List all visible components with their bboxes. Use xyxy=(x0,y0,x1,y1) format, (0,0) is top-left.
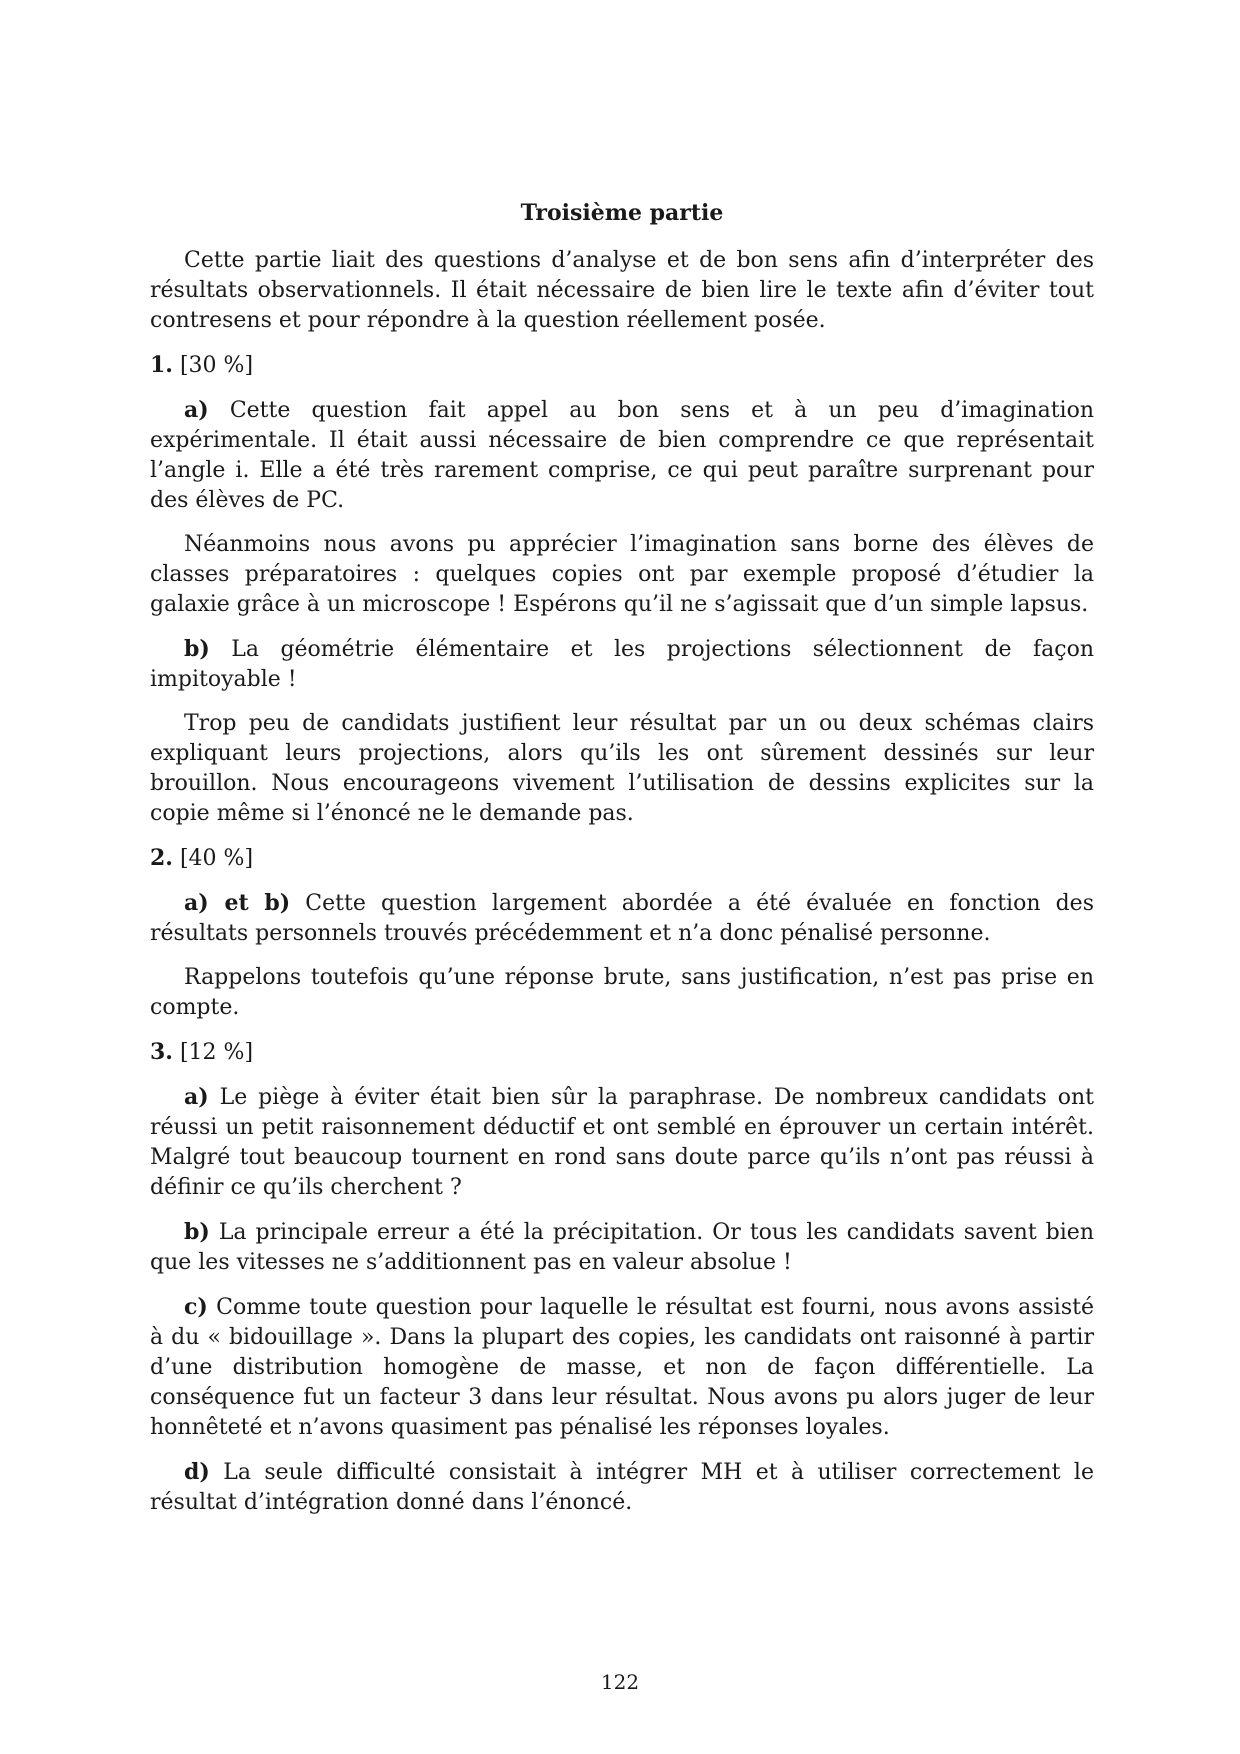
question-1a-text: Cette question fait appel au bon sens et à un peu d’imagination expérimentale. Il était aussi nécessaire de bien comprendre ce que représentait l’angle i. Elle a été très rarement comprise, ce qui peut paraître surprenant pour des élèves de PC. xyxy=(150,398,1094,513)
intro-paragraph: Cette partie liait des questions d’analyse et de bon sens afin d’interpréter des résultats observationnels. Il était nécessaire de bien lire le texte afin d’éviter tout contresens et pour répondre à la question réellement posée. xyxy=(150,248,1094,333)
question-2-number: 2. xyxy=(150,845,173,871)
question-1-number: 1. xyxy=(150,352,173,378)
question-1a-paragraph-2: Néanmoins nous avons pu apprécier l’imagination sans borne des élèves de classes préparatoires : quelques copies ont par exemple proposé d’étudier la galaxie grâce à un microscope ! Espérons qu’il ne s’agissait que d’un simple lapsus. xyxy=(150,532,1094,617)
question-3a-paragraph xyxy=(150,1082,1094,1203)
question-3d-text: La seule difficulté consistait à intégrer MH et à utiliser correctement le résultat d’intégration donné dans l’énoncé. xyxy=(150,1460,1094,1515)
question-3a-label: a) xyxy=(184,1084,209,1110)
question-3c-label: c) xyxy=(184,1294,208,1320)
question-1-weight: [30 %] xyxy=(179,353,254,378)
question-3b-label: b) xyxy=(184,1219,210,1245)
page-number: 122 xyxy=(600,1670,640,1694)
question-3-weight: [12 %] xyxy=(179,1040,254,1065)
question-3-heading xyxy=(150,1037,1094,1068)
question-2ab-label: a) et b) xyxy=(184,890,291,916)
question-1b-paragraph xyxy=(150,634,1094,695)
question-1-heading xyxy=(150,350,1094,381)
question-3d-label: d) xyxy=(184,1459,210,1485)
question-1b-label: b) xyxy=(184,636,210,662)
question-1a-paragraph xyxy=(150,395,1094,516)
question-2-heading xyxy=(150,843,1094,874)
section-title: Troisième partie xyxy=(520,200,724,226)
question-3b-paragraph xyxy=(150,1217,1094,1278)
question-3a-text: Le piège à éviter était bien sûr la paraphrase. De nombreux candidats ont réussi un petit raisonnement déductif et ont semblé en éprouver un certain intérêt. Malgré tout beaucoup tournent en rond sans doute parce qu’ils n’ont pas réussi à définir ce qu’ils cherchent ? xyxy=(150,1085,1094,1200)
question-2ab-text: Cette question largement abordée a été évaluée en fonction des résultats personnels trouvés précédemment et n’a donc pénalisé personne. xyxy=(150,891,1094,946)
question-2ab-paragraph-2: Rappelons toutefois qu’une réponse brute, sans justification, n’est pas prise en compte. xyxy=(150,965,1094,1020)
question-3d-paragraph xyxy=(150,1457,1094,1518)
question-1b-paragraph-2: Trop peu de candidats justifient leur résultat par un ou deux schémas clairs expliquant leurs projections, alors qu’ils les ont sûrement dessinés sur leur brouillon. Nous encourageons vivement l’utilisation de dessins explicites sur la copie même si l’énoncé ne le demande pas. xyxy=(150,711,1094,826)
question-3b-text: La principale erreur a été la précipitation. Or tous les candidats savent bien que les vitesses ne s’additionnent pas en valeur absolue ! xyxy=(150,1220,1094,1275)
question-3c-paragraph xyxy=(150,1292,1094,1443)
question-1b-text: La géométrie élémentaire et les projections sélectionnent de façon impitoyable ! xyxy=(150,637,1094,692)
question-2-weight: [40 %] xyxy=(179,846,254,871)
question-2ab-paragraph xyxy=(150,888,1094,949)
question-3-number: 3. xyxy=(150,1039,173,1065)
document-page xyxy=(150,198,1094,1532)
question-1a-label: a) xyxy=(184,397,209,423)
question-3c-text: Comme toute question pour laquelle le résultat est fourni, nous avons assisté à du « bidouillage ». Dans la plupart des copies, les candidats ont raisonné à partir d’une distribution homogène de masse, et non de façon différentielle. La conséquence fut un facteur 3 dans leur résultat. Nous avons pu alors juger de leur honnêteté et n’avons quasiment pas pénalisé les réponses loyales. xyxy=(150,1295,1094,1440)
